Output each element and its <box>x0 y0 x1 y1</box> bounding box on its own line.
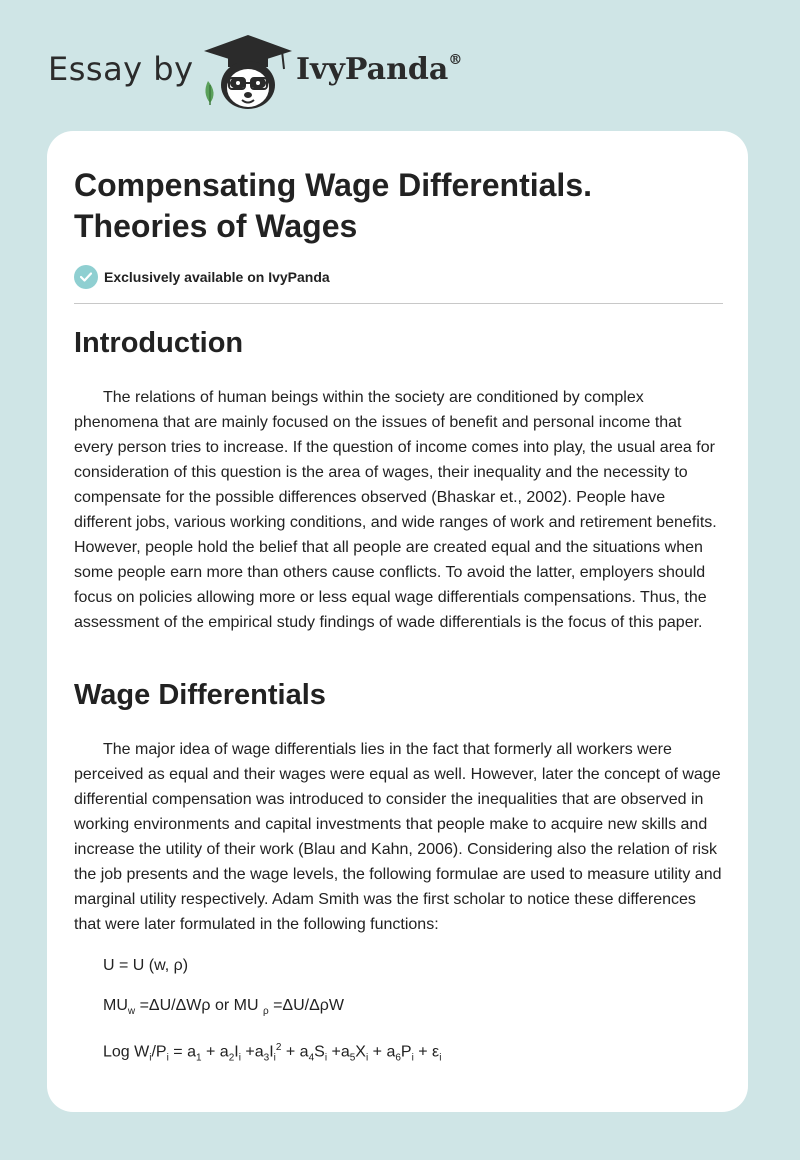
formula-log-wage <box>103 1037 441 1070</box>
brand-text: IvyPanda <box>296 52 449 87</box>
formula-part: I <box>269 1043 274 1061</box>
formula-part: S <box>314 1043 325 1061</box>
formula-subscript: i <box>166 1052 169 1064</box>
formula-utility: U = U (w, ρ) <box>103 957 189 974</box>
formula-subscript: 6 <box>395 1052 401 1064</box>
formula-subscript: 1 <box>195 1052 202 1064</box>
formula-subscript: w <box>127 1006 136 1018</box>
introduction-paragraph <box>74 385 724 635</box>
introduction-text: The relations of human beings within the society are conditioned by complex phenomena that are mainly focused on the issues of benefit and personal income that every person tries to increase. If the question of income comes into play, the usual area for consideration of this question is the area of wages, their inequality and the necessity to compensate for the possible differences observed (Bhaskar et., 2002). People have different jobs, various working conditions, and wide ranges of work and retirement benefits. However, people hold the belief that all people are created equal and the situations when some people earn more than others cause conflicts. To avoid the latter, employers should focus on policies allowing more or less equal wage differentials compensations. Thus, the assessment of the empirical study findings of wade differentials is the focus of this paper. <box>74 389 717 631</box>
check-circle-icon <box>74 265 98 289</box>
formula-part: X <box>355 1043 366 1061</box>
section-heading-wage-differentials: Wage Differentials <box>74 679 326 711</box>
formula-part: P <box>400 1043 412 1061</box>
formula-part: = a <box>168 1043 196 1061</box>
exclusive-label: Exclusively available on IvyPanda <box>104 269 330 285</box>
formula-part: + a <box>281 1043 309 1061</box>
formula-marginal-utility <box>103 995 344 1023</box>
formula-superscript: 2 <box>275 1042 282 1053</box>
wage-differentials-paragraph <box>74 737 724 937</box>
formula-subscript: ρ <box>262 1006 269 1018</box>
essay-by-label: Essay by <box>48 50 194 88</box>
formula-subscript: 4 <box>308 1052 315 1064</box>
formula-part: I <box>234 1043 239 1061</box>
formula-subscript: i <box>238 1052 241 1064</box>
exclusive-badge <box>74 265 330 289</box>
formula-part: +a <box>327 1043 350 1061</box>
registered-mark: ® <box>448 52 463 68</box>
formula-part: =ΔU/ΔWρ or MU <box>135 997 263 1014</box>
formula-subscript: i <box>411 1052 414 1064</box>
formula-part: +a <box>240 1043 264 1061</box>
formula-subscript: i <box>273 1052 276 1064</box>
formula-subscript: 2 <box>228 1052 235 1064</box>
formula-subscript: 5 <box>349 1052 356 1064</box>
formula-part: Log W <box>103 1043 150 1061</box>
panda-graduation-cap-logo[interactable] <box>200 33 296 113</box>
formula-subscript: i <box>149 1052 152 1064</box>
formula-subscript: i <box>365 1052 369 1064</box>
formula-part: MU <box>103 997 128 1014</box>
brand-name[interactable] <box>296 52 462 87</box>
divider <box>74 303 723 304</box>
formula-part: + a <box>201 1043 229 1061</box>
section-heading-introduction: Introduction <box>74 327 244 359</box>
site-header <box>0 0 800 130</box>
formula-subscript: 3 <box>263 1052 270 1064</box>
wage-differentials-text: The major idea of wage differentials lies in the fact that formerly all workers were perceived as equal and their wages were equal as well. However, later the concept of wage differential compensation was introduced to consider the inequalities that are observed in working environments and capital investments that people make to acquire new skills and increase the utility of their work (Blau and Kahn, 2006). Considering also the relation of risk the job presents and the wage levels, the following formulae are used to measure utility and marginal utility respectively. Adam Smith was the first scholar to notice these differences that were later formulated in the following functions: <box>74 741 722 933</box>
formula-subscript: i <box>324 1052 328 1064</box>
formula-part: =ΔU/ΔρW <box>268 997 345 1014</box>
formula-part: /P <box>151 1043 167 1061</box>
essay-card <box>47 131 748 1112</box>
formula-part: + a <box>368 1043 396 1061</box>
formula-part: + ε <box>413 1043 440 1061</box>
formula-subscript: i <box>439 1052 442 1064</box>
page-title: Compensating Wage Differentials. Theories of Wages <box>74 167 592 244</box>
